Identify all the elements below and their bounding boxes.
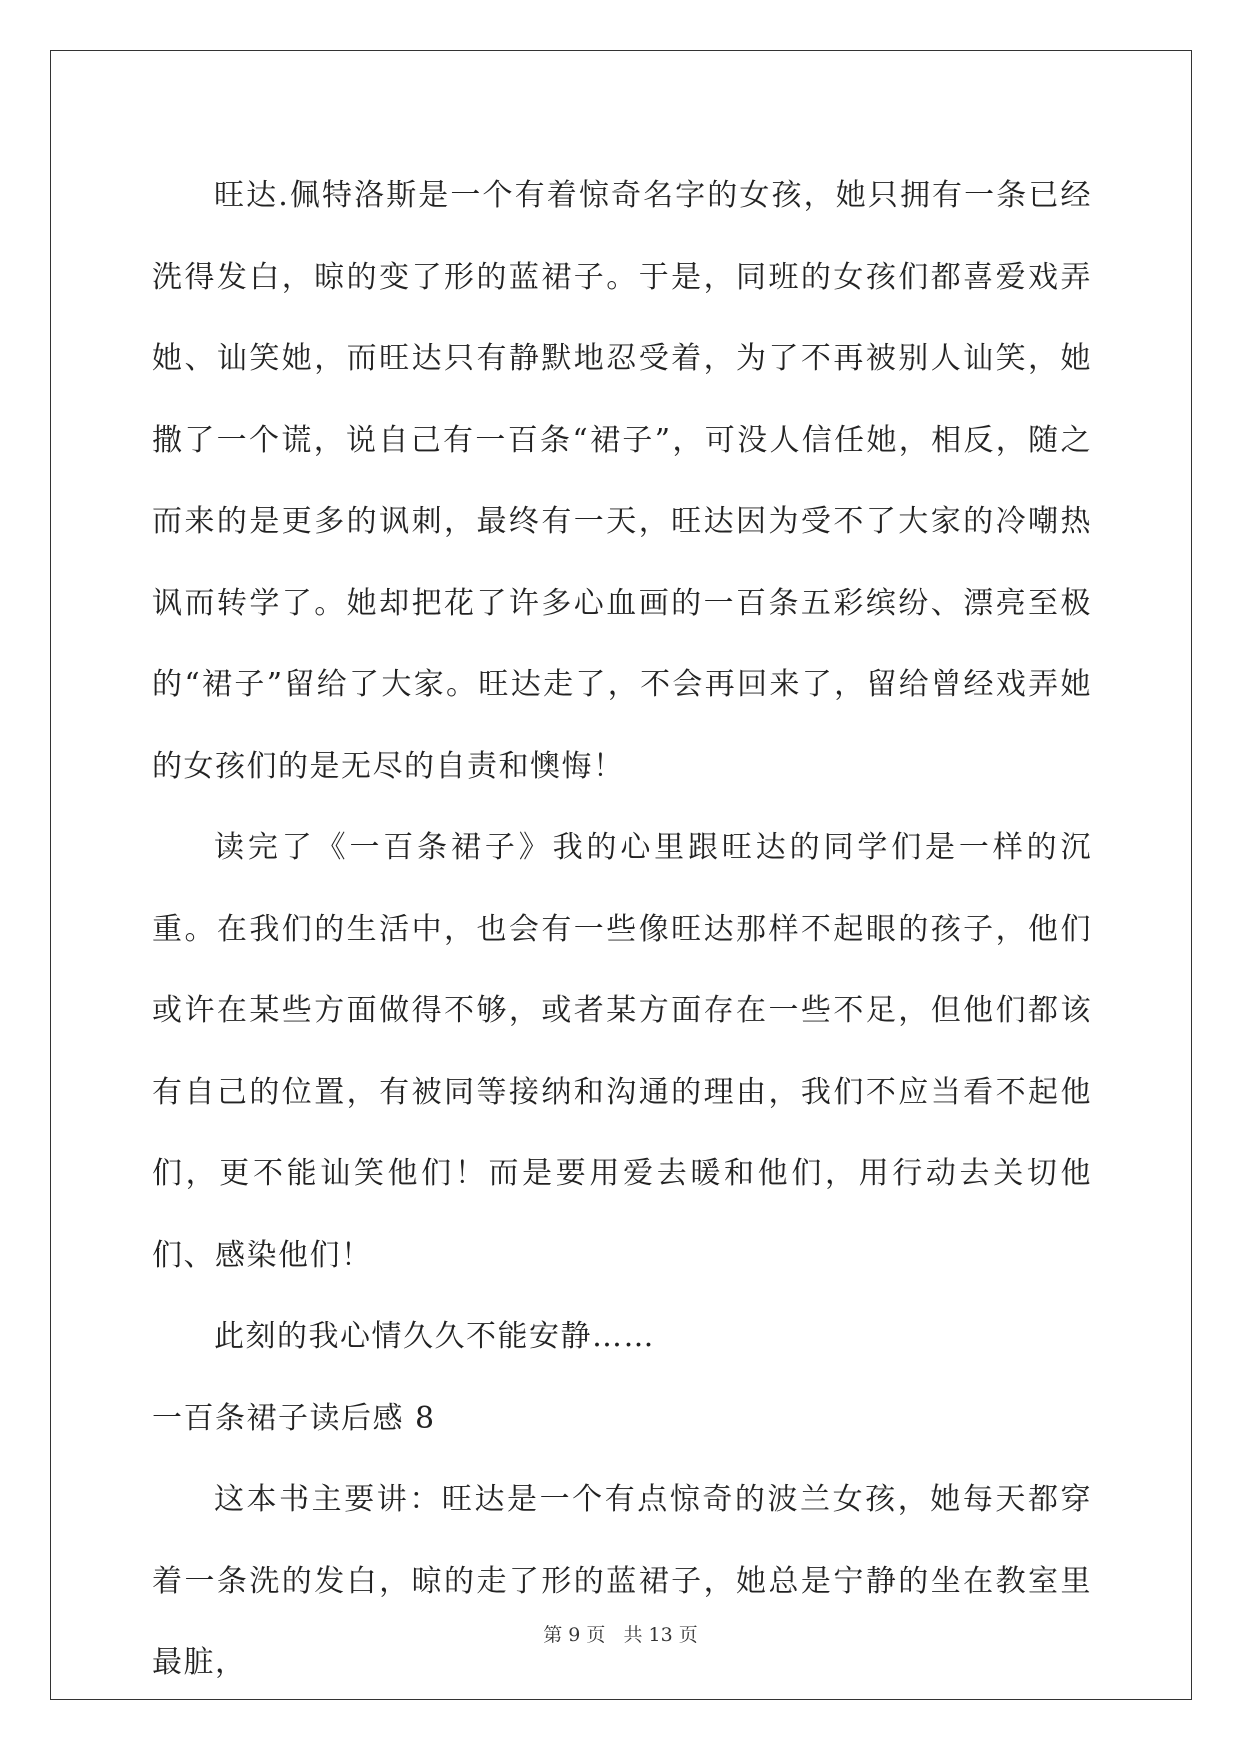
paragraph-3: 此刻的我心情久久不能安静…… bbox=[214, 1319, 655, 1354]
section-paragraph: 这本书主要讲：旺达是一个有点惊奇的波兰女孩，她每天都穿着一条洗的发白，晾的走了形的蓝裙子，她总是宁静的坐在教室里最脏， bbox=[152, 1482, 1092, 1680]
page-total: 共 13 页 bbox=[623, 1624, 698, 1646]
page-number: 第 9 页 bbox=[543, 1624, 606, 1646]
section-heading: 一百条裙子读后感 8 bbox=[152, 1400, 436, 1436]
page-footer bbox=[0, 1620, 1241, 1647]
document-body bbox=[152, 155, 1092, 1704]
paragraph-2: 读完了《一百条裙子》我的心里跟旺达的同学们是一样的沉重。在我们的生活中，也会有一些像旺达那样不起眼的孩子，他们或许在某些方面做得不够，或者某方面存在一些不足，但他们都该有自己的位置，有被同等接纳和沟通的理由，我们不应当看不起他们，更不能讪笑他们！而是要用爱去暖和他们，用行动去关切他们、感染他们！ bbox=[152, 830, 1092, 1273]
paragraph-1: 旺达.佩特洛斯是一个有着惊奇名字的女孩，她只拥有一条已经洗得发白，晾的变了形的蓝裙子。于是，同班的女孩们都喜爱戏弄她、讪笑她，而旺达只有静默地忍受着，为了不再被别人讪笑，她撒了一个谎，说自己有一百条“裙子”，可没人信任她，相反，随之而来的是更多的讽刺，最终有一天，旺达因为受不了大家的冷嘲热讽而转学了。她却把花了许多心血画的一百条五彩缤纷、漂亮至极的“裙子”留给了大家。旺达走了，不会再回来了，留给曾经戏弄她的女孩们的是无尽的自责和懊悔！ bbox=[152, 178, 1092, 784]
